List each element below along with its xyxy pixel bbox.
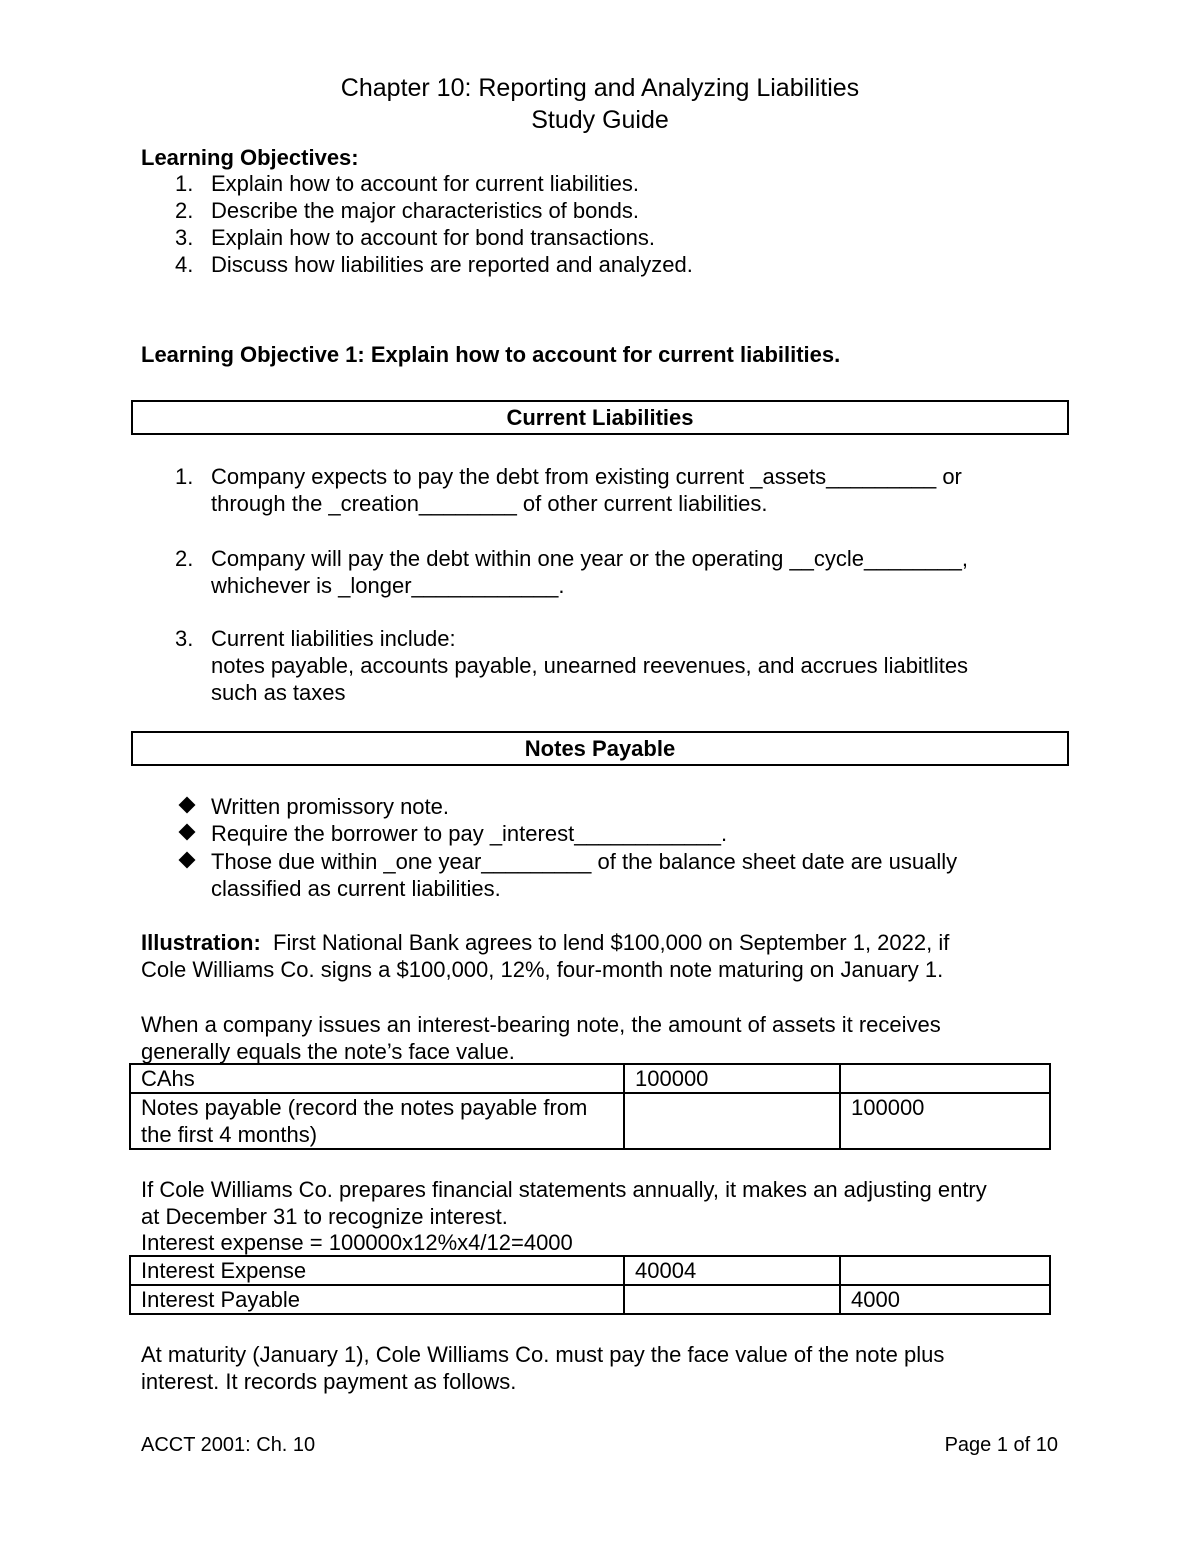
bullet-line: Those due within _one year_________ of the balance sheet date are usually [211,849,958,874]
item-line: notes payable, accounts payable, unearned reevenues, and accrues liabitlites [211,653,969,678]
credit-cell: 100000 [840,1093,1050,1149]
debit-cell [624,1285,840,1314]
item-line: such as taxes [211,680,346,705]
page-title: Chapter 10: Reporting and Analyzing Liabilities [340,74,860,102]
item-line: Current liabilities include: [211,626,456,651]
item-line: through the _creation________ of other current liabilities. [211,491,768,516]
illustration-label: Illustration: [141,930,261,955]
learning-objective-1-heading: Learning Objective 1: Explain how to account for current liabilities. [141,342,841,367]
debit-cell [624,1093,840,1149]
journal-entry-table-2 [129,1255,1051,1315]
objective-text: Discuss how liabilities are reported and analyzed. [211,252,693,277]
illustration-line-2: Cole Williams Co. signs a $100,000, 12%, four-month note maturing on January 1. [141,957,944,982]
adjust-paragraph-line-2: at December 31 to recognize interest. [141,1204,508,1229]
table-row [130,1093,1050,1149]
debit-cell: 100000 [624,1064,840,1093]
adjust-paragraph-line-1: If Cole Williams Co. prepares financial statements annually, it makes an adjusting entry [141,1177,987,1202]
illustration-paragraph [141,929,949,956]
table-row [130,1256,1050,1285]
maturity-paragraph-line-1: At maturity (January 1), Cole Williams Co. must pay the face value of the note plus [141,1342,945,1367]
credit-cell [840,1064,1050,1093]
diamond-bullet-icon [179,797,196,814]
objective-text: Explain how to account for bond transactions. [211,225,655,250]
objective-text: Explain how to account for current liabilities. [211,171,639,196]
objective-number: 3. [175,225,194,250]
account-cell: Interest Payable [130,1285,624,1314]
objective-number: 1. [175,171,194,196]
credit-cell: 4000 [840,1285,1050,1314]
objective-number: 4. [175,252,194,277]
objectives-heading: Learning Objectives: [141,145,359,170]
objective-number: 2. [175,198,194,223]
table-row [130,1064,1050,1093]
item-number: 1. [175,464,194,489]
issue-paragraph-line-1: When a company issues an interest-bearing note, the amount of assets it receives [141,1012,941,1037]
item-number: 2. [175,546,194,571]
table-row [130,1285,1050,1314]
debit-cell: 40004 [624,1256,840,1285]
account-cell: CAhs [130,1064,624,1093]
interest-calculation: Interest expense = 100000x12%x4/12=4000 [141,1230,573,1255]
footer-page-number: Page 1 of 10 [944,1434,1058,1456]
objective-text: Describe the major characteristics of bonds. [211,198,639,223]
item-number: 3. [175,626,194,651]
page-subtitle: Study Guide [531,106,669,134]
item-line: Company expects to pay the debt from existing current _assets_________ or [211,464,962,489]
current-liabilities-box: Current Liabilities [131,400,1069,435]
bullet-line: classified as current liabilities. [211,876,501,901]
item-line: Company will pay the debt within one year or the operating __cycle________, [211,546,969,571]
account-cell: Interest Expense [130,1256,624,1285]
maturity-paragraph-line-2: interest. It records payment as follows. [141,1369,517,1394]
diamond-bullet-icon [179,824,196,841]
illustration-line-1: First National Bank agrees to lend $100,000 on September 1, 2022, if [273,930,950,955]
issue-paragraph-line-2: generally equals the note’s face value. [141,1039,515,1064]
journal-entry-table-1 [129,1063,1051,1150]
footer-course: ACCT 2001: Ch. 10 [141,1434,316,1456]
credit-cell [840,1256,1050,1285]
notes-payable-box: Notes Payable [131,731,1069,766]
diamond-bullet-icon [179,852,196,869]
account-cell: Notes payable (record the notes payable from the first 4 months) [130,1093,624,1149]
bullet-line: Written promissory note. [211,794,450,819]
bullet-line: Require the borrower to pay _interest____________. [211,821,728,846]
item-line: whichever is _longer____________. [211,573,565,598]
